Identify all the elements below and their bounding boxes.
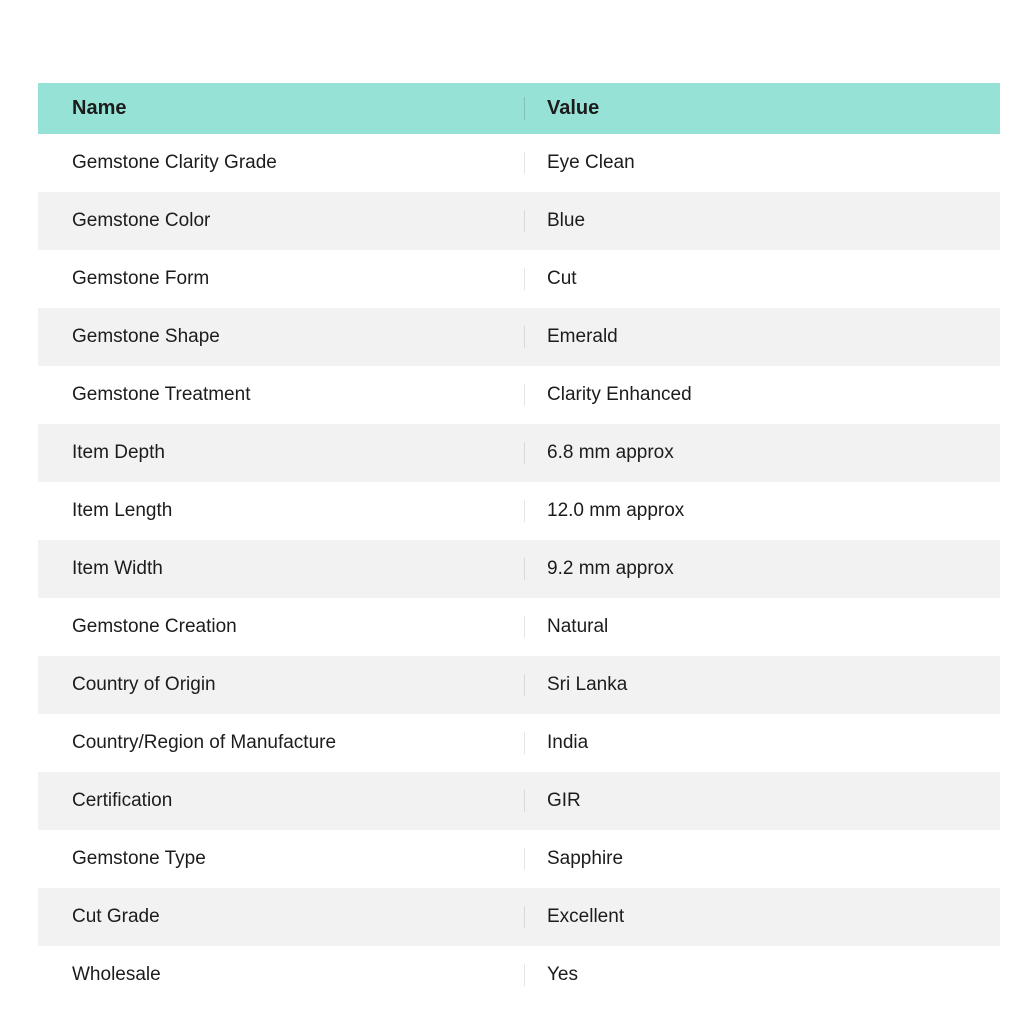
table-row	[38, 946, 1000, 1004]
table-row	[38, 656, 1000, 714]
spec-value-cell: Sri Lanka	[524, 674, 1000, 696]
spec-value-cell: Cut	[524, 268, 1000, 290]
spec-value-cell: Excellent	[524, 906, 1000, 928]
spec-name-cell: Gemstone Shape	[72, 326, 220, 347]
table-header-row	[38, 83, 1000, 134]
spec-name-cell: Gemstone Treatment	[72, 384, 251, 405]
spec-name-cell: Country of Origin	[72, 674, 216, 695]
table-row	[38, 714, 1000, 772]
spec-name-cell: Gemstone Clarity Grade	[72, 152, 277, 173]
table-row	[38, 888, 1000, 946]
table-row	[38, 308, 1000, 366]
spec-value-cell: Clarity Enhanced	[524, 384, 1000, 406]
table-row	[38, 250, 1000, 308]
spec-value-cell: Blue	[524, 210, 1000, 232]
table-row	[38, 482, 1000, 540]
spec-value-cell: GIR	[524, 790, 1000, 812]
table-row	[38, 540, 1000, 598]
table-row	[38, 424, 1000, 482]
spec-value-cell: Eye Clean	[524, 152, 1000, 174]
table-row	[38, 366, 1000, 424]
table-row	[38, 772, 1000, 830]
spec-name-cell: Gemstone Color	[72, 210, 211, 231]
table-body	[38, 134, 1000, 1004]
table-row	[38, 134, 1000, 192]
spec-name-cell: Certification	[72, 790, 173, 811]
spec-value-cell: 12.0 mm approx	[524, 500, 1000, 522]
spec-name-cell: Item Length	[72, 500, 173, 521]
spec-name-cell: Gemstone Type	[72, 848, 206, 869]
item-specifics-table	[38, 83, 1000, 1004]
spec-name-cell: Gemstone Form	[72, 268, 210, 289]
spec-name-cell: Item Depth	[72, 442, 165, 463]
spec-value-cell: 6.8 mm approx	[524, 442, 1000, 464]
spec-value-cell: Yes	[524, 964, 1000, 986]
spec-value-cell: 9.2 mm approx	[524, 558, 1000, 580]
spec-value-cell: Natural	[524, 616, 1000, 638]
table-row	[38, 830, 1000, 888]
spec-name-cell: Item Width	[72, 558, 163, 579]
spec-name-cell: Gemstone Creation	[72, 616, 237, 637]
spec-value-cell: Emerald	[524, 326, 1000, 348]
column-header-name: Name	[72, 97, 127, 119]
spec-value-cell: India	[524, 732, 1000, 754]
spec-value-cell: Sapphire	[524, 848, 1000, 870]
table-row	[38, 192, 1000, 250]
column-header-value: Value	[524, 97, 1000, 120]
spec-name-cell: Wholesale	[72, 964, 161, 985]
table-row	[38, 598, 1000, 656]
spec-name-cell: Country/Region of Manufacture	[72, 732, 337, 753]
spec-name-cell: Cut Grade	[72, 906, 160, 927]
